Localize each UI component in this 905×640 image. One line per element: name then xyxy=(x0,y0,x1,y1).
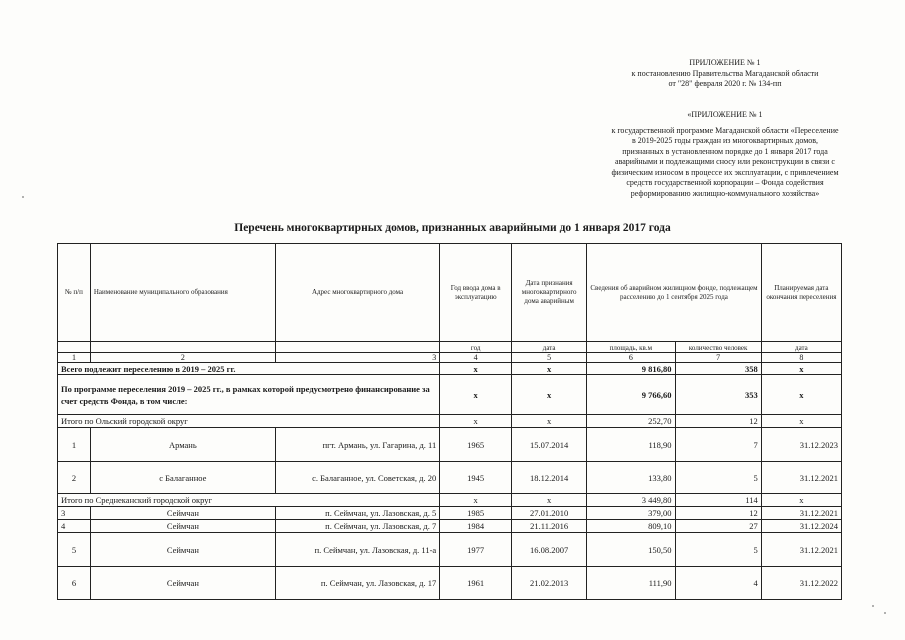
row-area: 111,90 xyxy=(587,567,675,600)
sredn-year: x xyxy=(440,494,512,507)
appendix-header xyxy=(610,58,840,90)
row-year: 1984 xyxy=(440,520,512,533)
row-date: 16.08.2007 xyxy=(512,533,587,567)
row-people: 5 xyxy=(675,462,761,494)
program-line: к государственной программе Магаданской области «Переселение xyxy=(611,125,839,135)
olsky-people: 12 xyxy=(675,415,761,428)
row-people: 12 xyxy=(675,507,761,520)
row-end: 31.12.2021 xyxy=(761,462,841,494)
col-number: 2 xyxy=(90,353,275,363)
col-number: 4 xyxy=(440,353,512,363)
row-num: 5 xyxy=(58,533,91,567)
total-people: 358 xyxy=(675,363,761,375)
appendix2-label: «ПРИЛОЖЕНИЕ № 1 xyxy=(687,110,763,119)
row-area: 133,80 xyxy=(587,462,675,494)
total-row xyxy=(58,363,842,375)
table-row xyxy=(58,462,842,494)
row-address: с. Балаганное, ул. Советская, д. 20 xyxy=(275,462,439,494)
total-label: Всего подлежит переселению в 2019 – 2025 гг. xyxy=(58,363,440,375)
col-number: 1 xyxy=(58,353,91,363)
col-header-planned: Планируемая дата окончания переселения xyxy=(761,244,841,342)
total-date: x xyxy=(512,363,587,375)
row-area: 379,00 xyxy=(587,507,675,520)
row-people: 4 xyxy=(675,567,761,600)
table-row xyxy=(58,428,842,462)
appendix-label: ПРИЛОЖЕНИЕ № 1 xyxy=(689,58,761,67)
row-address: п. Сеймчан, ул. Лазовская, д. 17 xyxy=(275,567,439,600)
row-people: 27 xyxy=(675,520,761,533)
row-area: 150,50 xyxy=(587,533,675,567)
unit-people: количество человек xyxy=(675,342,761,353)
olsky-end: x xyxy=(761,415,841,428)
row-year: 1985 xyxy=(440,507,512,520)
row-end: 31.12.2022 xyxy=(761,567,841,600)
row-end: 31.12.2021 xyxy=(761,507,841,520)
program-label: По программе переселения 2019 – 2025 гг., в рамках которой предусмотрено финансирование за счет средств Фонда, в том числе: xyxy=(58,375,440,415)
houses-table xyxy=(57,243,842,600)
row-municipality: Сеймчан xyxy=(90,520,275,533)
row-year: 1945 xyxy=(440,462,512,494)
col-number: 8 xyxy=(761,353,841,363)
row-end: 31.12.2023 xyxy=(761,428,841,462)
row-address: п. Сеймчан, ул. Лазовская, д. 7 xyxy=(275,520,439,533)
olsky-year: x xyxy=(440,415,512,428)
unit-end-date: дата xyxy=(761,342,841,353)
program-line: реформированию жилищно-коммунального хозяйства» xyxy=(630,188,820,198)
row-area: 809,10 xyxy=(587,520,675,533)
unit-date: дата xyxy=(512,342,587,353)
row-municipality: Сеймчан xyxy=(90,567,275,600)
olsky-date: x xyxy=(512,415,587,428)
row-num: 1 xyxy=(58,428,91,462)
program-line: в 2019-2025 годы граждан из многоквартирных домов, xyxy=(631,136,819,145)
olsky-area: 252,70 xyxy=(587,415,675,428)
program-line: физическим износом в процессе их эксплуатации, с привлечением xyxy=(611,167,839,177)
olsky-subtotal-row xyxy=(58,415,842,428)
program-year: x xyxy=(440,375,512,415)
program-date: x xyxy=(512,375,587,415)
program-area: 9 766,60 xyxy=(587,375,675,415)
row-date: 27.01.2010 xyxy=(512,507,587,520)
row-municipality: Сеймчан xyxy=(90,533,275,567)
row-address: пгт. Армань, ул. Гагарина, д. 11 xyxy=(275,428,439,462)
sredn-people: 114 xyxy=(675,494,761,507)
table-row xyxy=(58,567,842,600)
row-num: 4 xyxy=(58,520,91,533)
sredn-end: x xyxy=(761,494,841,507)
program-header xyxy=(560,110,890,199)
col-number: 3 xyxy=(275,353,439,363)
resolution-line-2: от "28" февраля 2020 г. № 134-пп xyxy=(668,79,782,88)
scan-speck xyxy=(872,605,874,607)
row-year: 1961 xyxy=(440,567,512,600)
row-date: 15.07.2014 xyxy=(512,428,587,462)
program-line: средств государственной корпорации – Фонда содействия xyxy=(626,178,824,187)
col-number: 5 xyxy=(512,353,587,363)
col-header-num: № п/п xyxy=(58,244,91,342)
row-year: 1977 xyxy=(440,533,512,567)
col-header-year: Год ввода дома в эксплуатацию xyxy=(440,244,512,342)
row-date: 21.02.2013 xyxy=(512,567,587,600)
row-end: 31.12.2021 xyxy=(761,533,841,567)
scan-speck xyxy=(884,612,886,614)
unit-area: площадь, кв.м xyxy=(587,342,675,353)
row-people: 7 xyxy=(675,428,761,462)
total-end: x xyxy=(761,363,841,375)
col-header-date: Дата признания многоквартирного дома аварийным xyxy=(512,244,587,342)
row-num: 6 xyxy=(58,567,91,600)
scan-speck xyxy=(22,196,24,198)
row-year: 1965 xyxy=(440,428,512,462)
program-row xyxy=(58,375,842,415)
resolution-line-1: к постановлению Правительства Магаданской области xyxy=(631,68,819,78)
row-municipality: Армань xyxy=(90,428,275,462)
row-address: п. Сеймчан, ул. Лазовская, д. 5 xyxy=(275,507,439,520)
program-people: 353 xyxy=(675,375,761,415)
col-number: 7 xyxy=(675,353,761,363)
program-line: аварийными и подлежащими сносу или реконструкции в связи с xyxy=(615,157,835,166)
col-number: 6 xyxy=(587,353,675,363)
row-date: 18.12.2014 xyxy=(512,462,587,494)
olsky-label: Итого по Ольский городской округ xyxy=(58,415,440,428)
sredn-subtotal-row xyxy=(58,494,842,507)
row-num: 3 xyxy=(58,507,91,520)
col-header-address: Адрес многоквартирного дома xyxy=(275,244,439,342)
document-title: Перечень многоквартирных домов, признанных аварийными до 1 января 2017 года xyxy=(234,222,671,234)
col-header-municipality: Наименование муниципального образования xyxy=(90,244,275,342)
units-row xyxy=(58,342,842,353)
row-date: 21.11.2016 xyxy=(512,520,587,533)
row-address: п. Сеймчан, ул. Лазовская, д. 11-а xyxy=(275,533,439,567)
row-municipality: Сеймчан xyxy=(90,507,275,520)
col-header-info: Сведения об аварийном жилищном фонде, подлежащем расселению до 1 сентября 2025 года xyxy=(587,244,762,342)
row-num: 2 xyxy=(58,462,91,494)
total-area: 9 816,80 xyxy=(587,363,675,375)
table-row xyxy=(58,520,842,533)
total-year: x xyxy=(440,363,512,375)
unit-year: год xyxy=(440,342,512,353)
program-end: x xyxy=(761,375,841,415)
sredn-area: 3 449,80 xyxy=(587,494,675,507)
column-numbers-row xyxy=(58,353,842,363)
program-line: признанных в установленном порядке до 1 января 2017 года xyxy=(622,146,828,156)
row-area: 118,90 xyxy=(587,428,675,462)
table-header-row xyxy=(58,244,842,342)
row-municipality: с Балаганное xyxy=(90,462,275,494)
table-row xyxy=(58,507,842,520)
sredn-date: x xyxy=(512,494,587,507)
sredn-label: Итого по Среднеканский городской округ xyxy=(58,494,440,507)
row-people: 5 xyxy=(675,533,761,567)
table-row xyxy=(58,533,842,567)
row-end: 31.12.2024 xyxy=(761,520,841,533)
